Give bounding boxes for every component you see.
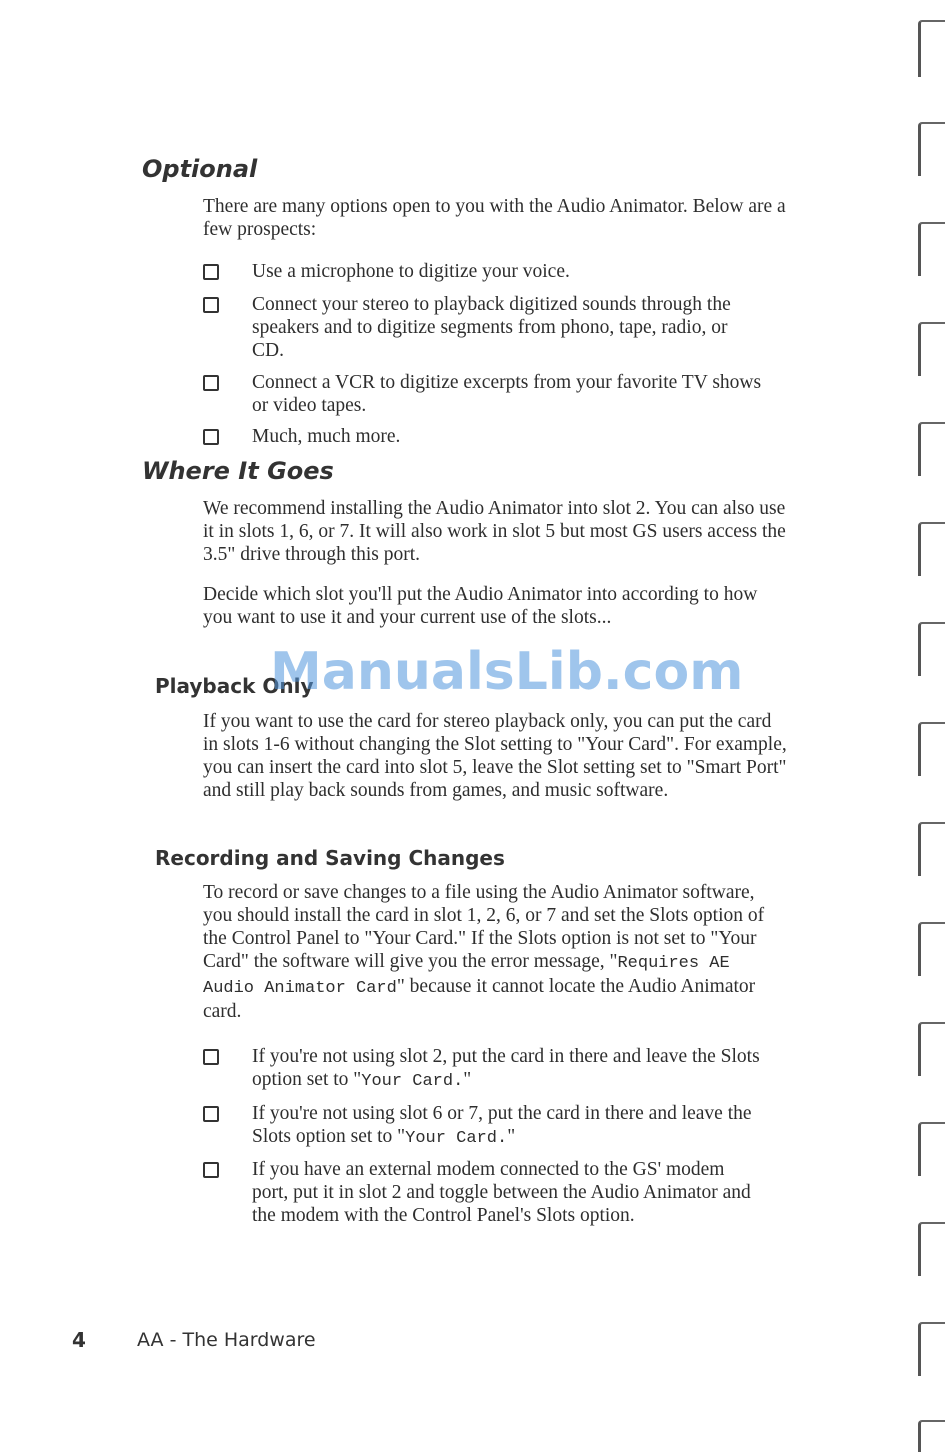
- code-text: Your Card.: [405, 1129, 508, 1148]
- binding-mark: [918, 422, 945, 476]
- text-segment: ": [463, 1069, 472, 1090]
- list-item-text: Connect a VCR to digitize excerpts from your favorite TV shows or video tapes.: [252, 372, 762, 416]
- list-item-text: [252, 1045, 762, 1093]
- watermark: ManualsLib.com: [270, 642, 744, 702]
- heading-playback-only: Playback Only: [155, 674, 314, 698]
- playback-paragraph: If you want to use the card for stereo playback only, you can put the card in slots 1-6 without changing the Slot setting to "Your Card". For example, you can insert the card into slot 5, leave the Slot setting set to "Smart Port" and still play back sounds from games, and music software.: [203, 711, 787, 801]
- binding-mark: [918, 522, 945, 576]
- list-item-text: Use a microphone to digitize your voice.: [252, 261, 570, 282]
- binding-mark: [918, 822, 945, 876]
- list-item-text: Much, much more.: [252, 426, 401, 447]
- error-message-code: Requires AE Audio Animator Card: [203, 954, 730, 998]
- page-number: 4: [72, 1328, 86, 1352]
- footer-title: AA - The Hardware: [137, 1329, 316, 1351]
- text-segment: If you're not using slot 6 or 7, put the card in there and leave the Slots option set to ": [252, 1103, 752, 1147]
- heading-recording: Recording and Saving Changes: [155, 846, 505, 870]
- binding-mark: [918, 722, 945, 776]
- binding-mark: [918, 1420, 945, 1452]
- binding-mark: [918, 622, 945, 676]
- checkbox-icon: [203, 429, 219, 445]
- list-item-text: [252, 1102, 762, 1150]
- checkbox-icon: [203, 1106, 219, 1122]
- checkbox-icon: [203, 1162, 219, 1178]
- checkbox-icon: [203, 1049, 219, 1065]
- binding-mark: [918, 922, 945, 976]
- where-paragraph-2: Decide which slot you'll put the Audio Animator into according to how you want to use it and your current use of the slots...: [203, 584, 758, 628]
- text-segment: " because it cannot locate the Audio Animator card.: [203, 976, 756, 1022]
- heading-where-it-goes: Where It Goes: [142, 457, 334, 485]
- recording-paragraph: [203, 881, 788, 1023]
- binding-mark: [918, 1022, 945, 1076]
- text-segment: If you're not using slot 2, put the card in there and leave the Slots option set to ": [252, 1046, 760, 1090]
- heading-optional: Optional: [142, 155, 258, 183]
- optional-intro: There are many options open to you with the Audio Animator. Below are a few prospects:: [203, 196, 786, 240]
- text-segment: If you have an external modem connected to the GS' modem port, put it in slot 2 and toggle between the Audio Animator and the modem with the Control Panel's Slots option.: [252, 1159, 751, 1226]
- binding-mark: [918, 1122, 945, 1176]
- checkbox-icon: [203, 375, 219, 391]
- checkbox-icon: [203, 264, 219, 280]
- text-segment: ": [507, 1126, 516, 1147]
- binding-mark: [918, 222, 945, 276]
- binding-mark: [918, 1322, 945, 1376]
- binding-mark: [918, 20, 945, 77]
- text-segment: To record or save changes to a file using the Audio Animator software, you should install the card in slot 1, 2, 6, or 7 and set the Slots option of the Control Panel to "Your Card." If the Slots option is not set to "Your Card" the software will give you the error message, ": [203, 882, 765, 972]
- list-item-text: [252, 1158, 762, 1227]
- binding-mark: [918, 122, 945, 176]
- checkbox-icon: [203, 297, 219, 313]
- list-item-text: Connect your stereo to playback digitized sounds through the speakers and to digitize segments from phono, tape, radio, or CD.: [252, 294, 731, 361]
- code-text: Your Card.: [361, 1072, 464, 1091]
- binding-mark: [918, 322, 945, 376]
- binding-mark: [918, 1222, 945, 1276]
- where-paragraph-1: We recommend installing the Audio Animator into slot 2. You can also use it in slots 1, 6, or 7. It will also work in slot 5 but most GS users access the 3.5" drive through this port.: [203, 498, 786, 565]
